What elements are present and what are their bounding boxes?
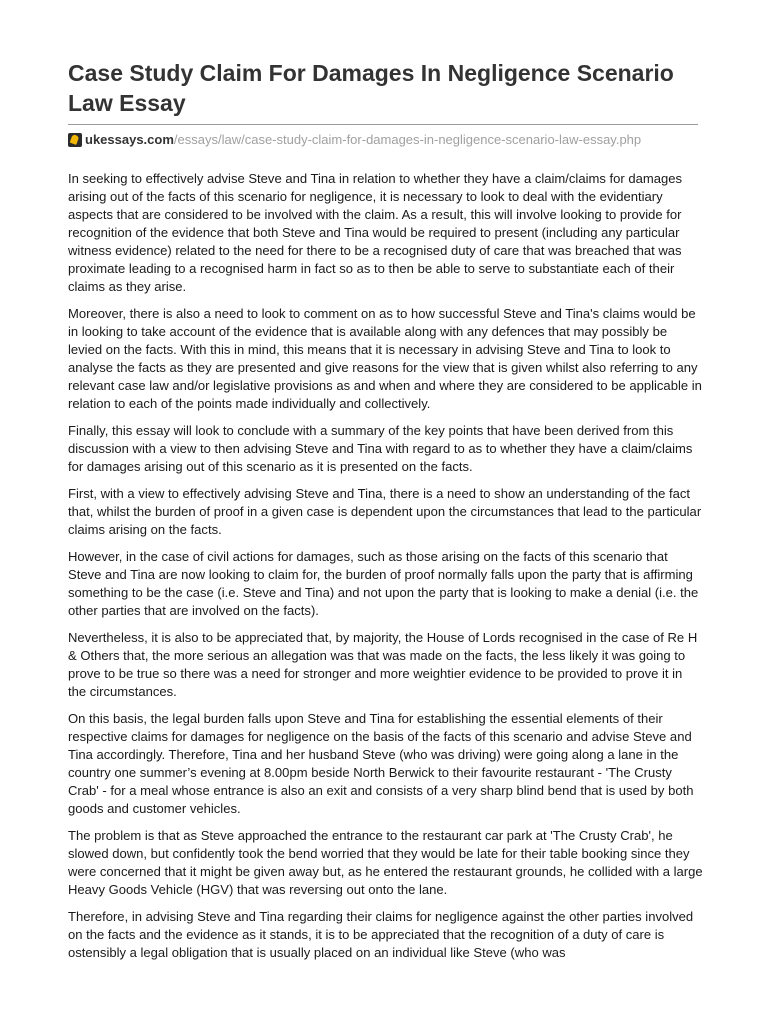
source-path[interactable]: /essays/law/case-study-claim-for-damages-in-negligence-scenario-law-essay.php — [173, 132, 642, 147]
page-title: Case Study Claim For Damages In Negligence Scenario Law Essay — [68, 60, 674, 116]
paragraph: Therefore, in advising Steve and Tina regarding their claims for negligence against the other parties involved on the facts and the evidence as it stands, it is to be appreciated that the recognition of a duty of care is ostensibly a legal obligation that is usually placed on an individual like Steve (who was — [68, 909, 694, 960]
paragraph: Nevertheless, it is also to be appreciated that, by majority, the House of Lords recognised in the case of Re H & Others that, the more serious an allegation was that was made on the facts, the less likely it was going to prove to be true so there was a need for stronger and more weightier evidence to be provided to prove it in the circumstances. — [68, 630, 698, 699]
paragraph: However, in the case of civil actions for damages, such as those arising on the facts of this scenario that Steve and Tina are now looking to claim for, the burden of proof normally falls upon the party that is affirming something to be the case (i.e. Steve and Tina) and not upon the party that is looking to make a denial (i.e. the other parties that are involved on the facts). — [68, 549, 699, 618]
paragraph: First, with a view to effectively advising Steve and Tina, there is a need to show an understanding of the fact that, whilst the burden of proof in a given case is dependent upon the circumstances that lead to the particular claims arising on the facts. — [68, 486, 702, 537]
title-divider — [68, 124, 698, 125]
paragraph: Finally, this essay will look to conclude with a summary of the key points that have been derived from this discussion with a view to then advising Steve and Tina with regard to as to whether they have a claim/claims for damages arising out of this scenario as it is presented on the facts. — [68, 423, 693, 474]
essay-body — [68, 170, 704, 971]
paragraph: The problem is that as Steve approached the entrance to the restaurant car park at 'The Crusty Crab', he slowed down, but confidently took the bend worried that they would be late for their table booking since they were concerned that it might be given away but, as he entered the restaurant grounds, he collided with a large Heavy Goods Vehicle (HGV) that was reversing out onto the lane. — [68, 828, 703, 897]
source-site[interactable]: ukessays.com — [85, 132, 174, 147]
source-link[interactable] — [68, 131, 708, 148]
paragraph: In seeking to effectively advise Steve and Tina in relation to whether they have a claim/claims for damages arising out of the facts of this scenario for negligence, it is necessary to look to deal with the evidentiary aspects that are considered to be involved with the claim. As a result, this will involve looking to provide for recognition of the evidence that both Steve and Tina would be required to present (including any particular witness evidence) related to the need for there to be a recognised duty of care that was breached that was proximate leading to a recognised harm in fact so as to then be able to serve to substantiate each of their claims as they arise. — [68, 171, 683, 294]
ukessays-logo-icon — [68, 133, 82, 147]
paragraph: On this basis, the legal burden falls upon Steve and Tina for establishing the essential elements of their respective claims for damages for negligence on the basis of the facts of this scenario and advise Steve and Tina accordingly. Therefore, Tina and her husband Steve (who was driving) were going along a lane in the country one summer’s evening at 8.00pm beside North Berwick to their favourite restaurant - 'The Crusty Crab' - for a meal whose entrance is also an exit and consists of a very sharp blind bend that is used by both goods and customer vehicles. — [68, 711, 694, 816]
paragraph: Moreover, there is also a need to look to comment on as to how successful Steve and Tina's claims would be in looking to take account of the evidence that is available along with any defences that may possibly be levied on the facts. With this in mind, this means that it is necessary in advising Steve and Tina to look to analyse the facts as they are presented and give reasons for the view that is given whilst also referring to any relevant case law and/or legislative provisions as and when and where they are considered to be applicable in relation to each of the points made individually and collectively. — [68, 306, 702, 411]
